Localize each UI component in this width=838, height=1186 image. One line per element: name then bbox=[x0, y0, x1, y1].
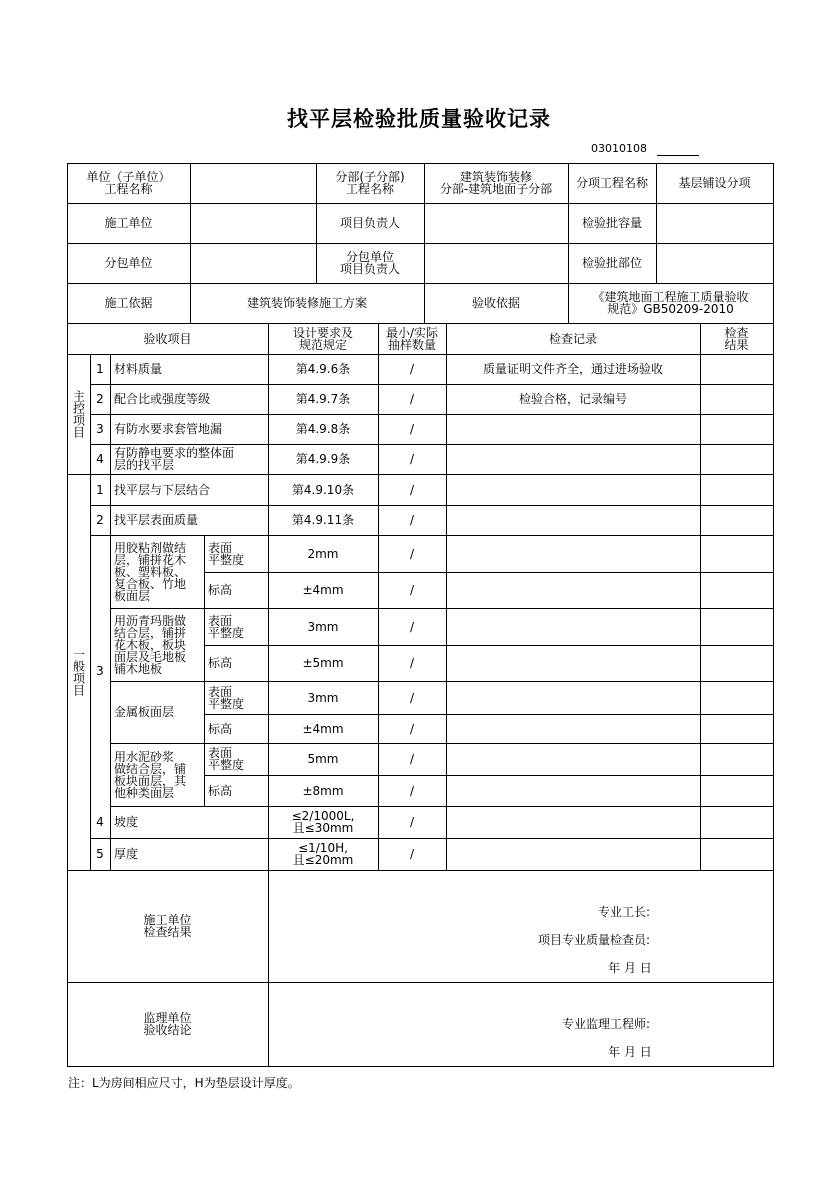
item-record: 质量证明文件齐全，通过进场验收 bbox=[482, 362, 663, 376]
item-record bbox=[446, 444, 700, 474]
item-no: 3 bbox=[96, 422, 104, 436]
item-requirement: 第4.9.7条 bbox=[295, 392, 351, 406]
sub-group-name: 用胶粘剂做结 层，铺拼花木 板、塑料板、 复合板、竹地 板面层 bbox=[114, 540, 187, 603]
sub-row-kind: 表面 平整度 bbox=[208, 540, 245, 567]
construction-result-label: 施工单位 检查结果 bbox=[143, 913, 192, 939]
construction-basis-label: 施工依据 bbox=[104, 296, 153, 310]
sub-row-requirement: 3mm bbox=[307, 619, 339, 634]
item-name: 找平层与下层结合 bbox=[114, 482, 211, 497]
sub-row-requirement: ±4mm bbox=[302, 583, 344, 597]
acceptance-basis-label: 验收依据 bbox=[471, 296, 520, 310]
item-sample: / bbox=[409, 362, 415, 376]
grid-line bbox=[190, 163, 191, 284]
subdivision-label: 分部(子分部) 工程名称 bbox=[335, 170, 405, 196]
item-record: 检验合格，记录编号 bbox=[518, 392, 627, 406]
grid-line bbox=[268, 870, 269, 1067]
foreman-signature: 专业工长: bbox=[597, 905, 650, 919]
sub-row-requirement: ±5mm bbox=[302, 656, 344, 670]
sub-row-kind: 标高 bbox=[208, 583, 233, 597]
supervision-date: 年 月 日 bbox=[608, 1045, 652, 1059]
subcontractor-pm-label: 分包单位 项目负责人 bbox=[339, 250, 400, 276]
unit-label: 单位（子单位） 工程名称 bbox=[86, 170, 171, 196]
item-name: 坡度 bbox=[114, 815, 139, 829]
batch-part-label: 检验批部位 bbox=[581, 256, 642, 270]
item-requirement: 第4.9.6条 bbox=[295, 362, 351, 376]
sub-row-requirement: 5mm bbox=[307, 752, 339, 766]
item-sample: / bbox=[409, 815, 415, 829]
sub-row-requirement: 2mm bbox=[307, 546, 339, 561]
item-record bbox=[446, 414, 700, 444]
sub-row-requirement: ±4mm bbox=[302, 721, 344, 736]
item-no: 1 bbox=[96, 362, 104, 376]
quality-inspector-signature: 项目专业质量检查员: bbox=[537, 933, 650, 947]
supervising-engineer-signature: 专业监理工程师: bbox=[561, 1017, 650, 1031]
sub-row-sample: / bbox=[409, 619, 415, 634]
item-sample: / bbox=[409, 422, 415, 436]
item-requirement: ≤2/1000L, 且≤30mm bbox=[291, 809, 355, 835]
batch-capacity-label: 检验批容量 bbox=[581, 216, 642, 230]
col-result: 检查 结果 bbox=[724, 325, 749, 352]
footnote: 注：L为房间相应尺寸，H为垫层设计厚度。 bbox=[68, 1076, 300, 1090]
sub-group-name: 用沥青玛脂做 结合层，铺拼 花木板，板块 面层及毛地板 铺木地板 bbox=[114, 613, 187, 676]
sub-group-name: 用水泥砂浆 做结合层，铺 板块面层，其 他种类面层 bbox=[114, 749, 187, 800]
supervision-conclusion-label: 监理单位 验收结论 bbox=[143, 1011, 192, 1037]
form-code: 03010108 bbox=[591, 142, 647, 155]
col-record: 检查记录 bbox=[548, 331, 597, 346]
col-item: 验收项目 bbox=[143, 331, 192, 346]
code-underline bbox=[657, 155, 699, 156]
item-name: 有防静电要求的整体面 层的找平层 bbox=[114, 446, 235, 472]
item-sample: / bbox=[409, 482, 415, 497]
grid-line bbox=[700, 323, 701, 871]
page-title: 找平层检验批质量验收记录 bbox=[287, 106, 551, 131]
item-name: 材料质量 bbox=[114, 362, 163, 376]
item-no: 2 bbox=[96, 392, 104, 406]
item-no: 4 bbox=[96, 815, 104, 829]
item-sample: / bbox=[409, 847, 415, 861]
subdivision-value: 建筑装饰装修 分部-建筑地面子分部 bbox=[439, 170, 553, 196]
col-sample: 最小/实际 抽样数量 bbox=[385, 325, 439, 352]
sub-row-kind: 标高 bbox=[208, 721, 233, 736]
item-sample: / bbox=[409, 452, 415, 466]
item-no: 4 bbox=[96, 452, 104, 466]
item-requirement: 第4.9.9条 bbox=[295, 452, 351, 466]
sub-row-sample: / bbox=[409, 752, 415, 766]
general-group-label: 一般项目 bbox=[71, 648, 86, 696]
grid-line bbox=[773, 163, 774, 1067]
sub-row-sample: / bbox=[409, 721, 415, 736]
contractor-label: 施工单位 bbox=[104, 216, 153, 230]
project-manager-label: 项目负责人 bbox=[339, 216, 400, 230]
construction-basis-value: 建筑装饰装修施工方案 bbox=[246, 296, 367, 310]
main-group-label: 主控项目 bbox=[71, 390, 86, 438]
sub-row-requirement: ±8mm bbox=[302, 783, 344, 798]
sub-row-sample: / bbox=[409, 656, 415, 670]
sub-row-kind: 表面 平整度 bbox=[208, 613, 245, 640]
item-requirement: 第4.9.8条 bbox=[295, 422, 351, 436]
item-no: 5 bbox=[96, 847, 104, 861]
item-name: 找平层表面质量 bbox=[114, 513, 199, 527]
sub-item-value: 基层铺设分项 bbox=[678, 176, 751, 190]
item-sample: / bbox=[409, 513, 415, 527]
item-sample: / bbox=[409, 392, 415, 406]
sub-row-kind: 表面 平整度 bbox=[208, 746, 245, 772]
sub-row-kind: 标高 bbox=[208, 656, 233, 670]
col-requirement: 设计要求及 规范规定 bbox=[292, 325, 353, 352]
grid-line bbox=[67, 1066, 774, 1067]
item-name: 配合比或强度等级 bbox=[114, 392, 211, 406]
subcontractor-label: 分包单位 bbox=[104, 256, 153, 270]
sub-row-sample: / bbox=[409, 583, 415, 597]
sub-row-sample: / bbox=[409, 783, 415, 798]
sub-group-name: 金属板面层 bbox=[114, 705, 175, 719]
item-requirement: ≤1/10H, 且≤20mm bbox=[292, 841, 354, 867]
item-no: 2 bbox=[96, 513, 104, 527]
sub-row-sample: / bbox=[409, 690, 415, 705]
sub-row-requirement: 3mm bbox=[307, 690, 339, 705]
item-no: 3 bbox=[96, 663, 104, 678]
acceptance-basis-value: 《建筑地面工程施工质量验收 规范》GB50209-2010 bbox=[592, 290, 749, 316]
item-name: 厚度 bbox=[114, 847, 139, 861]
construction-date: 年 月 日 bbox=[608, 961, 652, 975]
item-name: 有防水要求套管地漏 bbox=[114, 422, 223, 436]
item-requirement: 第4.9.11条 bbox=[291, 513, 355, 527]
item-no: 1 bbox=[96, 482, 104, 497]
sub-row-sample: / bbox=[409, 546, 415, 561]
item-requirement: 第4.9.10条 bbox=[291, 482, 355, 497]
sub-row-kind: 标高 bbox=[208, 783, 233, 798]
sub-row-kind: 表面 平整度 bbox=[208, 684, 245, 711]
sub-item-label: 分项工程名称 bbox=[575, 176, 648, 190]
